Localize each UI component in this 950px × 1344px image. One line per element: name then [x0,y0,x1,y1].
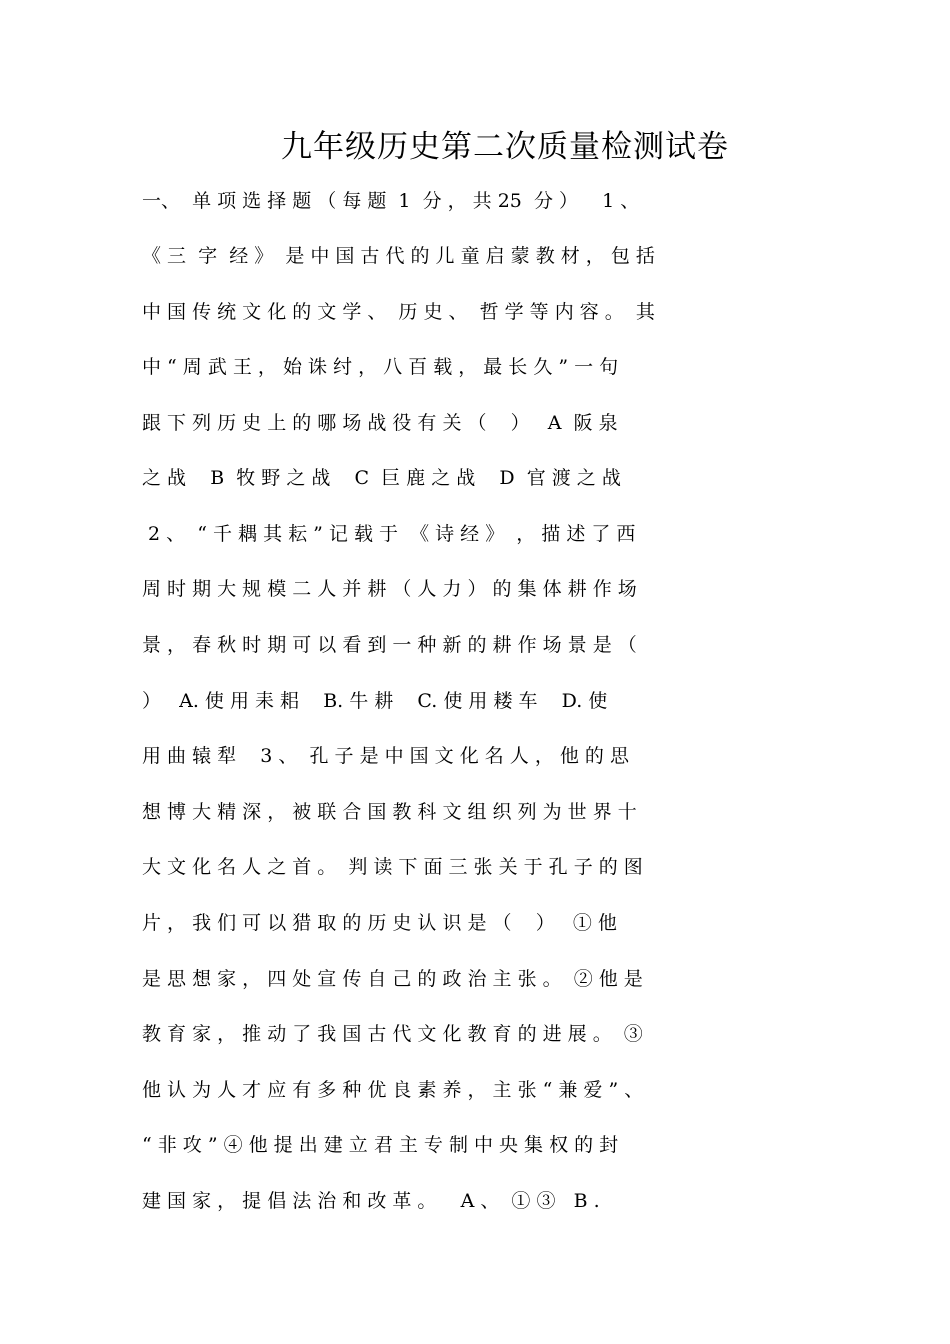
text-line: 大 文 化 名 人 之 首 。 判 读 下 面 三 张 关 于 孔 子 的 图 [142,856,643,878]
text-line: 想 博 大 精 深 ， 被 联 合 国 教 科 文 组 织 列 为 世 界 十 [142,801,637,823]
text-line: 中 国 传 统 文 化 的 文 学 、 历 史 、 哲 学 等 内 容 。 其 [142,301,655,323]
text-line: “ 非 攻 ” ④ 他 提 出 建 立 君 主 专 制 中 央 集 权 的 封 [142,1134,619,1156]
text-line: 用 曲 辕 犁 3 、 孔 子 是 中 国 文 化 名 人 ， 他 的 思 [142,745,629,767]
text-line: 是 思 想 家 ， 四 处 宣 传 自 己 的 政 治 主 张 。 ② 他 是 [142,968,643,990]
text-line: 片 ， 我 们 可 以 猎 取 的 历 史 认 识 是 （ ） ① 他 [142,912,617,934]
text-line: 中 “ 周 武 王 ， 始 诛 纣 ， 八 百 载 ， 最 长 久 ” 一 句 [142,356,619,378]
text-line: 建 国 家 ， 提 倡 法 治 和 改 革 。 A 、 ① ③ B . [142,1190,600,1212]
text-line: 跟 下 列 历 史 上 的 哪 场 战 役 有 关 （ ） A 阪 泉 [142,412,618,434]
text-line: 一、 单 项 选 择 题 （ 每 题 1 分 ， 共 25 分 ） 1 、 [142,190,640,212]
text-line: 教 育 家 ， 推 动 了 我 国 古 代 文 化 教 育 的 进 展 。 ③ [142,1023,643,1045]
text-line: 景 ， 春 秋 时 期 可 以 看 到 一 种 新 的 耕 作 场 景 是 （ [142,634,637,656]
text-line: 他 认 为 人 才 应 有 多 种 优 良 素 养 ， 主 张 “ 兼 爱 ” 、 [142,1079,644,1101]
text-line: ） A. 使 用 耒 耜 B. 牛 耕 C. 使 用 耧 车 D. 使 [142,690,608,712]
text-line: 之 战 B 牧 野 之 战 C 巨 鹿 之 战 D 官 渡 之 战 [142,467,621,489]
text-line: 2 、 “ 千 耦 其 耘 ” 记 载 于 《 诗 经 》 ， 描 述 了 西 [142,523,636,545]
text-line: 《 三 字 经 》 是 中 国 古 代 的 儿 童 启 蒙 教 材 ， 包 括 [142,245,655,267]
exam-title: 九年级历史第二次质量检测试卷 [281,129,729,165]
text-line: 周 时 期 大 规 模 二 人 并 耕 （ 人 力 ） 的 集 体 耕 作 场 [142,578,637,600]
